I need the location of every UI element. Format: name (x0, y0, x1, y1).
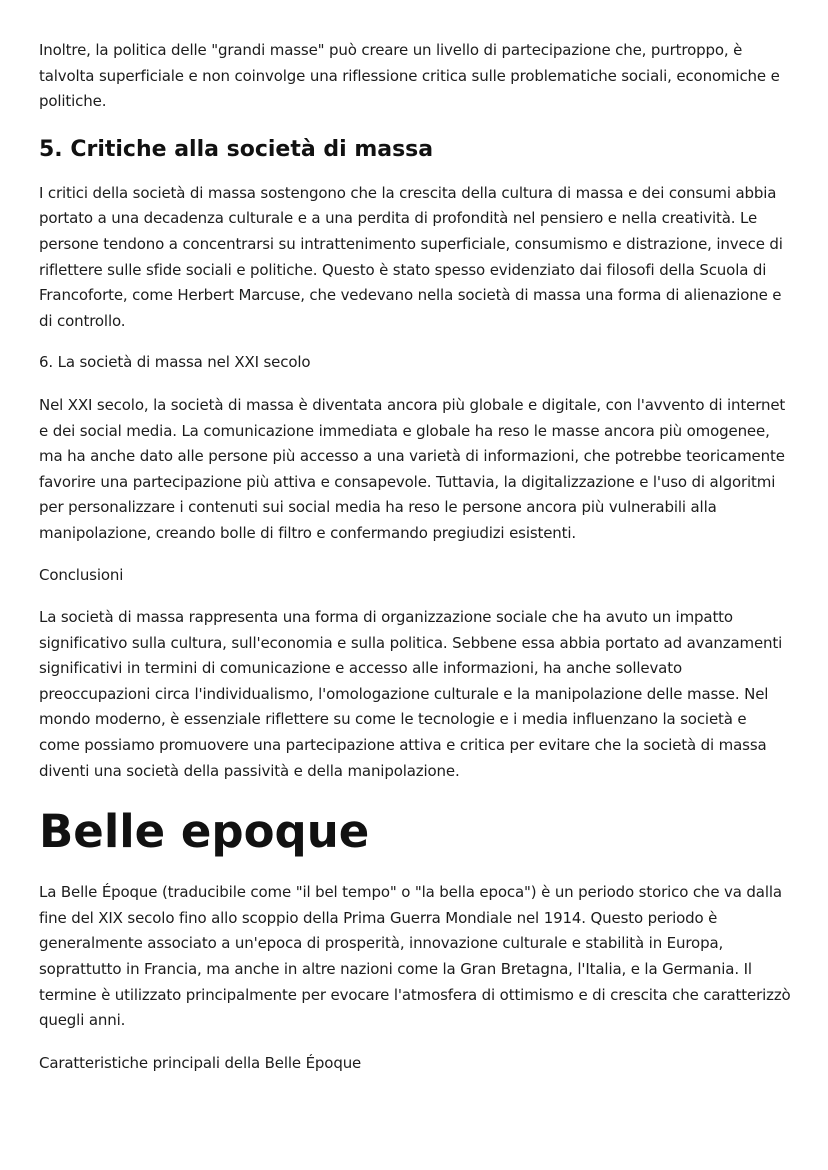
section-6-paragraph: Nel XXI secolo, la società di massa è diventata ancora più globale e digitale, con l'avvento di internet e dei social media. La comunicazione immediata e globale ha reso le masse ancora più omogenee, ma ha anche dato alle persone più accesso a una varietà di informazioni, che potrebbe teoricamente favorire una partecipazione più attiva e consapevole. Tuttavia, la digitalizzazione e l'uso di algoritmi per personalizzare i contenuti sui social media ha reso le persone ancora più vulnerabili alla manipolazione, creando bolle di filtro e confermando pregiudizi esistenti. (39, 395, 786, 542)
document-page (39, 38, 791, 1076)
conclusioni-heading: Conclusioni (39, 565, 124, 584)
section-6-heading: 6. La società di massa nel XXI secolo (39, 353, 311, 372)
intro-paragraph: Inoltre, la politica delle "grandi masse" può creare un livello di partecipazione che, purtroppo, è talvolta superficiale e non coinvolge una riflessione critica sulle problematiche sociali, economiche e politiche. (39, 41, 780, 111)
conclusioni-paragraph: La società di massa rappresenta una forma di organizzazione sociale che ha avuto un impatto significativo sulla cultura, sull'economia e sulla politica. Sebbene essa abbia portato ad avanzamenti significativi in termini di comunicazione e accesso alle informazioni, ha anche sollevato preoccupazioni circa l'individualismo, l'omologazione culturale e la manipolazione delle masse. Nel mondo moderno, è essenziale riflettere su come le tecnologie e i media influenzano la società e come possiamo promuovere una partecipazione attiva e critica per evitare che la società di massa diventi una società della passività e della manipolazione. (39, 608, 783, 780)
caratteristiche-heading: Caratteristiche principali della Belle Époque (39, 1053, 362, 1072)
belle-epoque-title: Belle epoque (39, 805, 370, 859)
section-5-paragraph: I critici della società di massa sostengono che la crescita della cultura di massa e dei consumi abbia portato a una decadenza culturale e a una perdita di profondità nel pensiero e nella creatività. Le persone tendono a concentrarsi su intrattenimento superficiale, consumismo e distrazione, invece di riflettere sulle sfide sociali e politiche. Questo è stato spesso evidenziato dai filosofi della Scuola di Francoforte, come Herbert Marcuse, che vedevano nella società di massa una forma di alienazione e di controllo. (39, 183, 783, 330)
belle-epoque-paragraph: La Belle Époque (traducibile come "il bel tempo" o "la bella epoca") è un periodo storico che va dalla fine del XIX secolo fino allo scoppio della Prima Guerra Mondiale nel 1914. Questo periodo è generalmente associato a un'epoca di prosperità, innovazione culturale e stabilità in Europa, soprattutto in Francia, ma anche in altre nazioni come la Gran Bretagna, l'Italia, e la Germania. Il termine è utilizzato principalmente per evocare l'atmosfera di ottimismo e di crescita che caratterizzò quegli anni. (39, 883, 791, 1030)
section-5-heading: 5. Critiche alla società di massa (39, 136, 434, 162)
